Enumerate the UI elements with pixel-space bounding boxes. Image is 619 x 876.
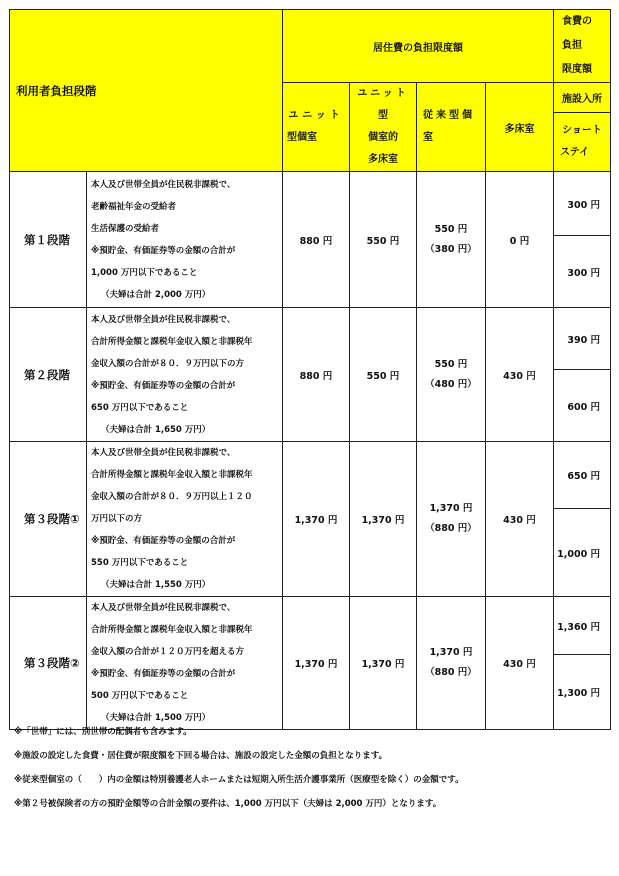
food-facility-value: 300 円 xyxy=(554,172,611,236)
stage-cell xyxy=(10,172,87,308)
traditional-private-special-amount: （880 円） xyxy=(425,667,477,678)
unit-private-value: 880 円 xyxy=(283,308,350,442)
facility-admission-header-label: 施設入所 xyxy=(562,93,602,105)
condition-line: 合計所得金額と課税年金収入額と非課税年 xyxy=(91,336,253,347)
footnote: ※「世帯」には、別世帯の配偶者も含みます。 xyxy=(14,727,192,737)
stage-label: 第３段階② xyxy=(24,656,80,670)
stage-cell xyxy=(10,308,87,442)
food-facility-value: 390 円 xyxy=(554,308,611,370)
condition-line: ※預貯金、有価証券等の金額の合計が xyxy=(91,380,236,391)
traditional-private-value xyxy=(417,172,486,308)
condition-line: （夫婦は合計 2,000 万円） xyxy=(101,289,211,300)
condition-line: 本人及び世帯全員が住民税非課税で、 xyxy=(91,603,236,613)
food-header-line: 限度額 xyxy=(562,64,592,75)
traditional-private-amount: 1,370 円 xyxy=(429,647,473,658)
unit-semiprivate-header-line: ユニット xyxy=(357,88,409,99)
multi-bed-value: 430 円 xyxy=(486,597,554,730)
short-stay-header-line: ショート xyxy=(562,124,602,136)
condition-line: 550 万円以下であること xyxy=(91,558,189,568)
short-stay-header-line: ステイ xyxy=(560,146,590,158)
unit-private-header-line: ユニット xyxy=(288,110,344,121)
stage-header-label: 利用者負担段階 xyxy=(16,83,97,98)
food-facility-value: 650 円 xyxy=(554,442,611,509)
conditions-cell xyxy=(87,597,283,730)
condition-line: ※預貯金、有価証券等の金額の合計が xyxy=(91,669,236,679)
traditional-private-special-amount: （880 円） xyxy=(425,523,477,534)
condition-line: ※預貯金、有価証券等の金額の合計が xyxy=(91,245,236,256)
housing-header xyxy=(283,10,554,83)
condition-line: 本人及び世帯全員が住民税非課税で、 xyxy=(91,314,236,325)
unit-semiprivate-header-line: 個室的 xyxy=(368,132,398,143)
burden-limit-table xyxy=(9,9,611,730)
traditional-private-amount: 550 円 xyxy=(434,223,468,235)
food-short-stay-value: 600 円 xyxy=(554,370,611,442)
unit-semiprivate-value: 550 円 xyxy=(350,172,417,308)
unit-private-header-line: 型個室 xyxy=(287,132,317,143)
unit-private-value: 880 円 xyxy=(283,172,350,308)
food-facility-value: 1,360 円 xyxy=(554,597,611,655)
condition-line: 万円以下の方 xyxy=(91,514,143,524)
footnotes xyxy=(14,724,614,820)
condition-line: 金収入額の合計が８０．９万円以下の方 xyxy=(91,358,245,369)
housing-header-label: 居住費の負担限度額 xyxy=(373,42,463,54)
food-short-stay-value: 1,000 円 xyxy=(554,509,611,597)
condition-line: 合計所得金額と課税年金収入額と非課税年 xyxy=(91,470,253,480)
footnote: ※施設の設定した食費・居住費が限度額を下回る場合は、施設の設定した金額の負担となります。 xyxy=(14,751,388,761)
unit-semiprivate-header-line: 多床室 xyxy=(368,154,398,165)
traditional-private-value xyxy=(417,442,486,597)
condition-line: ※預貯金、有価証券等の金額の合計が xyxy=(91,536,236,546)
multi-bed-value: 0 円 xyxy=(486,172,554,308)
condition-line: 本人及び世帯全員が住民税非課税で、 xyxy=(91,179,236,190)
stage-header xyxy=(10,10,283,172)
unit-private-value: 1,370 円 xyxy=(283,597,350,730)
food-header-line: 負担 xyxy=(562,40,582,51)
unit-semiprivate-value: 550 円 xyxy=(350,308,417,442)
unit-private-value: 1,370 円 xyxy=(283,442,350,597)
traditional-private-amount: 1,370 円 xyxy=(429,503,473,514)
stage-cell xyxy=(10,597,87,730)
condition-line: 1,000 万円以下であること xyxy=(91,267,198,278)
traditional-private-header-line: 従来型個 xyxy=(423,110,475,121)
traditional-private-special-amount: （380 円） xyxy=(425,243,477,255)
traditional-private-value xyxy=(417,597,486,730)
food-header-line: 食費の xyxy=(562,16,592,27)
stage-label: 第３段階① xyxy=(24,512,80,526)
condition-line: 金収入額の合計が８０．９万円以上１２０ xyxy=(91,492,253,502)
multi-bed-header xyxy=(486,83,554,172)
food-short-stay-value: 1,300 円 xyxy=(554,655,611,730)
condition-line: 老齢福祉年金の受給者 xyxy=(91,201,177,212)
condition-line: 本人及び世帯全員が住民税非課税で、 xyxy=(91,448,236,458)
condition-line: 650 万円以下であること xyxy=(91,402,189,413)
unit-semiprivate-header-line: 型 xyxy=(378,110,388,121)
condition-line: 500 万円以下であること xyxy=(91,691,189,701)
traditional-private-amount: 550 円 xyxy=(434,358,468,370)
traditional-private-value xyxy=(417,308,486,442)
stage-label: 第２段階 xyxy=(24,367,70,382)
unit-semiprivate-value: 1,370 円 xyxy=(350,597,417,730)
condition-line: 合計所得金額と課税年金収入額と非課税年 xyxy=(91,625,253,635)
facility-admission-header xyxy=(554,83,611,113)
unit-private-header xyxy=(283,83,350,172)
food-header xyxy=(554,10,611,83)
condition-line: 金収入額の合計が１２０万円を超える方 xyxy=(91,647,245,657)
multi-bed-value: 430 円 xyxy=(486,442,554,597)
condition-line: （夫婦は合計 1,500 万円） xyxy=(101,713,211,723)
condition-line: （夫婦は合計 1,550 万円） xyxy=(101,580,211,590)
condition-line: 生活保護の受給者 xyxy=(91,223,160,234)
footnote: ※従来型個室の（ ）内の金額は特別養護老人ホームまたは短期入所生活介護事業所（医療型を除く）の金額です。 xyxy=(14,775,464,785)
conditions-cell xyxy=(87,442,283,597)
condition-line: （夫婦は合計 1,650 万円） xyxy=(101,424,211,435)
short-stay-header xyxy=(554,112,611,171)
unit-semiprivate-value: 1,370 円 xyxy=(350,442,417,597)
unit-semiprivate-header xyxy=(350,83,417,172)
stage-label: 第１段階 xyxy=(24,232,70,247)
multi-bed-value: 430 円 xyxy=(486,308,554,442)
conditions-cell xyxy=(87,308,283,442)
stage-cell xyxy=(10,442,87,597)
traditional-private-special-amount: （480 円） xyxy=(425,378,477,390)
footnote: ※第２号被保険者の方の預貯金額等の合計金額の要件は、1,000 万円以下（夫婦は 2,000 万円）となります。 xyxy=(14,799,442,809)
traditional-private-header xyxy=(417,83,486,172)
traditional-private-header-line: 室 xyxy=(423,132,433,143)
multi-bed-header-label: 多床室 xyxy=(504,123,535,135)
food-short-stay-value: 300 円 xyxy=(554,236,611,308)
conditions-cell xyxy=(87,172,283,308)
